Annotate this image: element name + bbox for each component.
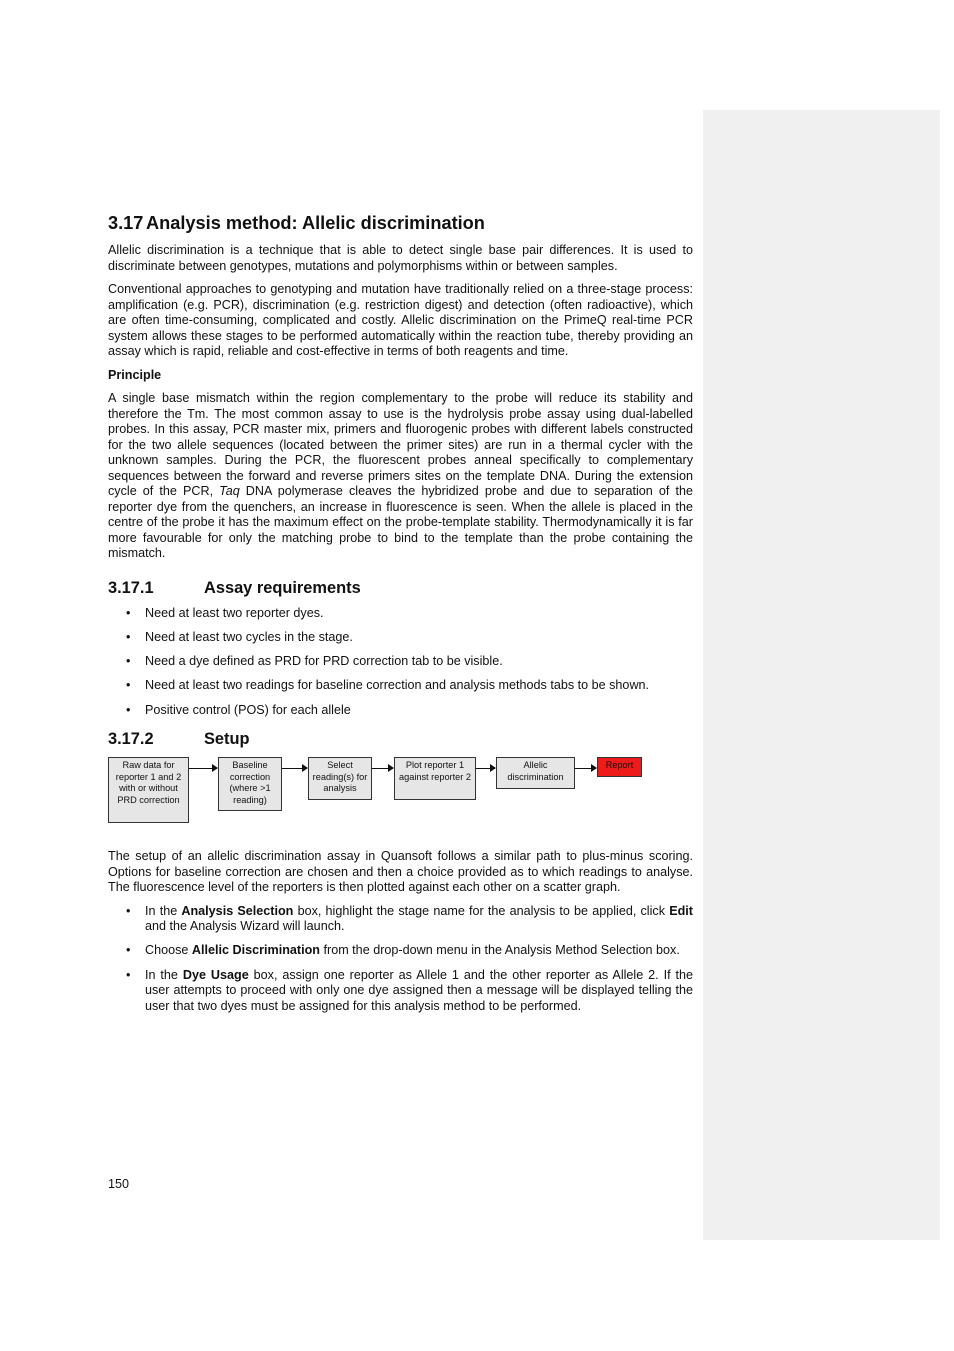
assay-number: 3.17.1: [108, 578, 154, 597]
list-item: [108, 904, 693, 935]
flow-box-report: Report: [597, 757, 642, 777]
intro-paragraph-2: Conventional approaches to genotyping and mutation have traditionally relied on a three-stage process: amplification (e.g. PCR), discrimination (e.g. restriction digest) and detection (often radioactive), which are often time-consuming, complicated and costly. Allelic discrimination on the PrimeQ real-time PCR system allows these stages to be performed automatically within the reaction tube, thereby providing an assay which is rapid, reliable and cost-effective in terms of both reagents and time.: [108, 282, 693, 358]
flow-box-baseline-correction: Baseline correction (where >1 reading): [218, 757, 282, 811]
flow-box-raw-data: Raw data for reporter 1 and 2 with or without PRD correction: [108, 757, 189, 823]
flow-arrow: [476, 768, 495, 769]
comment-pane: [703, 110, 940, 1240]
section-heading: [108, 212, 693, 234]
flow-arrow: [575, 768, 596, 769]
setup-title: Setup: [204, 730, 250, 749]
assay-requirements-list: [108, 606, 693, 719]
principle-text-1: A single base mismatch within the region complementary to the probe will reduce its stability and therefore the Tm. The most common assay to use is the hydrolysis probe assay using dual-labelled probes. In this assay, PCR master mix, primers and fluorogenic probes with different labels constructed for the two allele sequences (located between the primer sites) are run in a thermal cycler with the unknown samples. During the PCR, the fluorescent probes anneal specifically to complementary sequences between the forward and reverse primers sites on the template DNA. During the extension cycle of the PCR,: [108, 391, 693, 498]
setup-paragraph: The setup of an allelic discrimination assay in Quansoft follows a similar path to plus-minus scoring. Options for baseline correction are chosen and then a choice provided as to which readings to analyse. The fluorescence level of the reporters is then plotted against each other on a scatter graph.: [108, 849, 693, 895]
list-item: • Need at least two reporter dyes.: [108, 606, 693, 622]
principle-heading: Principle: [108, 367, 162, 382]
flow-box-select-readings: Select reading(s) for analysis: [308, 757, 372, 800]
flow-box-plot-reporters: Plot reporter 1 against reporter 2: [394, 757, 476, 800]
step-bold: Dye Usage: [182, 967, 249, 982]
assay-title: Assay requirements: [204, 578, 361, 597]
page-content: [108, 212, 693, 1023]
step-bold: Allelic Discrimination: [191, 943, 320, 958]
principle-taq: Taq: [219, 484, 240, 498]
step-text: box, assign one reporter as Allele 1 and the other reporter as Allele 2. If the user attempts to proceed with only one dye assigned then a message will be displayed telling the user that two dyes must be assigned for this analysis method to be performed.: [145, 967, 694, 1013]
step-bold: Analysis Selection: [181, 903, 294, 918]
list-item: • Need a dye defined as PRD for PRD correction tab to be visible.: [108, 654, 693, 670]
flow-arrow: [282, 768, 307, 769]
flow-box-allelic-discrimination: Allelic discrimination: [496, 757, 575, 789]
principle-paragraph: [108, 391, 693, 562]
intro-paragraph-1: Allelic discrimination is a technique that is able to detect single base pair differences. It is used to discriminate between genotypes, mutations and polymorphisms within or between samples.: [108, 243, 693, 273]
section-title: Analysis method: Allelic discrimination: [146, 213, 485, 233]
list-item: • Need at least two cycles in the stage.: [108, 630, 693, 646]
flow-arrow: [372, 768, 393, 769]
setup-number: 3.17.2: [108, 730, 154, 749]
step-text: box, highlight the stage name for the analysis to be applied, click: [293, 903, 670, 918]
setup-heading: [108, 729, 693, 749]
step-bold: Edit: [669, 903, 693, 918]
list-item: [108, 943, 693, 959]
setup-steps-list: [108, 904, 693, 1015]
flow-arrow: [189, 768, 217, 769]
section-number: 3.17: [108, 213, 144, 233]
principle-text-2: DNA polymerase cleaves the hybridized probe and due to separation of the reporter dye from the quenchers, an increase in fluorescence is seen. When the allele is placed in the centre of the probe it has the maximum effect on the probe-template stability. Thermodynamically it is far more favourable for only the matching probe to bind to the template than the probe containing the mismatch.: [108, 484, 693, 560]
list-item: • Positive control (POS) for each allele: [108, 703, 693, 719]
step-text: In the: [145, 903, 182, 918]
assay-heading: [108, 578, 693, 598]
step-text: from the drop-down menu in the Analysis Method Selection box.: [320, 943, 680, 958]
step-text: In the: [145, 967, 183, 982]
step-text: Choose: [145, 943, 192, 958]
page-number: 150: [108, 1177, 130, 1191]
list-item: [108, 968, 693, 1015]
setup-flow-diagram: [108, 757, 693, 849]
step-text: and the Analysis Wizard will launch.: [145, 919, 345, 934]
list-item: • Need at least two readings for baseline correction and analysis methods tabs to be shown.: [108, 678, 693, 694]
